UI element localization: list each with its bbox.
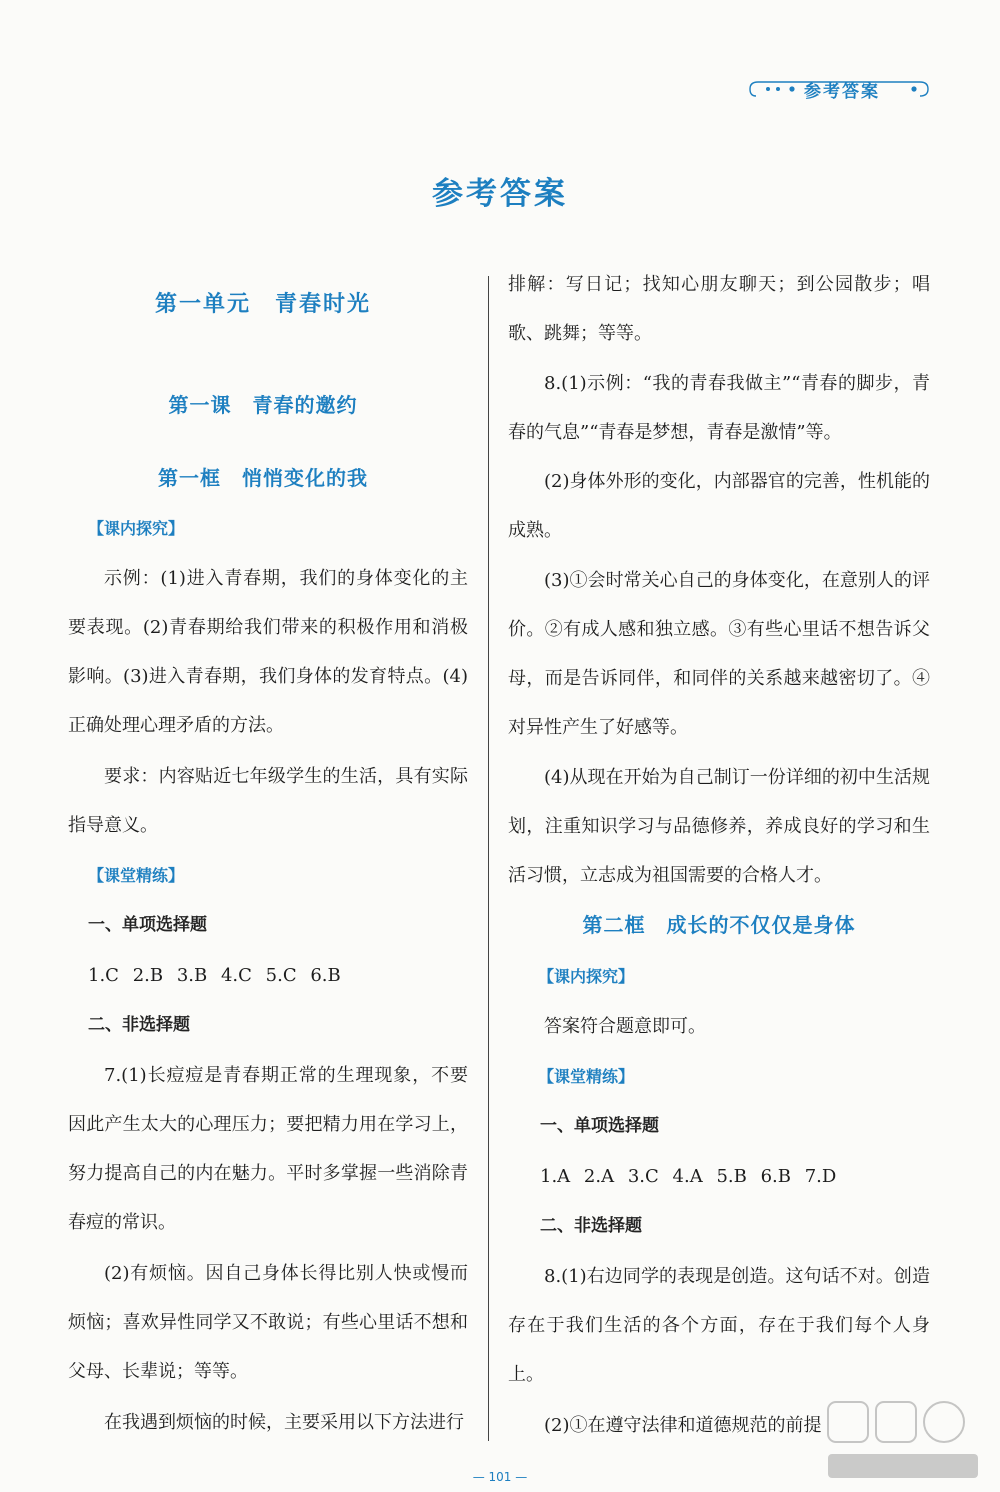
- answer-item: 7.D: [804, 1166, 837, 1187]
- answer-item: 6.B: [760, 1166, 791, 1187]
- paragraph-q8-part4: (4)从现在开始为自己制订一份详细的初中生活规划，注重知识学习与品德修养，养成良好的学习和生活习惯，立志成为祖国需要的合格人才。: [508, 767, 930, 886]
- paragraph-q8-part2: (2)身体外形的变化，内部器官的完善，性机能的成熟。: [508, 471, 930, 541]
- frame-heading-2: 第二框 成长的不仅仅是身体: [582, 913, 856, 937]
- column-divider: [488, 276, 489, 1441]
- paragraph-q8b-part2: (2)①在遵守法律和道德规范的前提: [544, 1415, 822, 1436]
- answer-item: 1.A: [540, 1166, 571, 1187]
- paragraph-q8b-part1: 8.(1)右边同学的表现是创造。这句话不对。创造存在于我们生活的各个方面，存在于我们每个人身上。: [508, 1266, 930, 1385]
- answer-item: 6.B: [310, 965, 341, 986]
- answer-item: 3.B: [176, 965, 208, 986]
- paragraph-requirement: 要求：内容贴近七年级学生的生活，具有实际指导意义。: [68, 766, 468, 836]
- answer-item: 4.C: [220, 965, 252, 986]
- section-tag-practice: 【课堂精练】: [88, 866, 185, 885]
- paragraph-q7-part2: (2)有烦恼。因自己身体长得比别人快或慢而烦恼；喜欢异性同学又不敢说；有些心里话不想和父母、长辈说；等等。: [68, 1263, 468, 1382]
- answer-item: 5.C: [265, 965, 297, 986]
- answer-item: 3.C: [627, 1166, 659, 1187]
- answer-item: 5.B: [716, 1166, 747, 1187]
- paragraph-example: 示例：(1)进入青春期，我们的身体变化的主要表现。(2)青春期给我们带来的积极作用和消极影响。(3)进入青春期，我们身体的发育特点。(4)正确处理心理矛盾的方法。: [68, 568, 468, 736]
- answer-item: 4.A: [672, 1166, 703, 1187]
- unit-heading: 第一单元 青春时光: [154, 292, 371, 317]
- paragraph-continued: 排解：写日记；找知心朋友聊天；到公园散步；唱歌、跳舞；等等。: [508, 274, 930, 344]
- subheading-non-choice: 二、非选择题: [88, 1015, 190, 1035]
- page-title: 参考答案: [432, 176, 568, 212]
- frame-heading: 第一框 悄悄变化的我: [158, 466, 368, 490]
- paragraph-q8-part3: (3)①会时常关心自己的身体变化，在意别人的评价。②有成人感和独立感。③有些心里话不想告诉父母，而是告诉同伴，和同伴的关系越来越密切了。④对异性产生了好感等。: [508, 570, 930, 738]
- header-answer-tag: [748, 74, 930, 104]
- answer-item: 2.B: [132, 965, 164, 986]
- lesson-heading: 第一课 青春的邀约: [168, 393, 358, 417]
- paragraph-q7-part1: 7.(1)长痘痘是青春期正常的生理现象，不要因此产生太大的心理压力；要把精力用在学习上，努力提高自己的内在魅力。平时多掌握一些消除青春痘的常识。: [68, 1065, 468, 1233]
- answer-list: [88, 951, 468, 1000]
- subheading-single-choice-2: 一、单项选择题: [540, 1116, 659, 1136]
- page-number: — 101 —: [472, 1470, 528, 1484]
- paragraph-q7-part3: 在我遇到烦恼的时候，主要采用以下方法进行: [104, 1412, 464, 1433]
- section-tag-explore-2: 【课内探究】: [538, 967, 635, 986]
- paragraph-explore-2: 答案符合题意即可。: [544, 1016, 706, 1037]
- answer-item: 2.A: [583, 1166, 615, 1187]
- answer-item: 1.C: [88, 965, 119, 986]
- answer-list-2: [540, 1152, 930, 1201]
- subheading-single-choice: 一、单项选择题: [88, 915, 207, 935]
- section-tag-explore: 【课内探究】: [88, 519, 185, 538]
- header-tag-label: 参考答案: [804, 82, 880, 102]
- section-tag-practice-2: 【课堂精练】: [538, 1067, 635, 1086]
- subheading-non-choice-2: 二、非选择题: [540, 1216, 642, 1236]
- paragraph-q8-part1: 8.(1)示例：“我的青春我做主”“青春的脚步，青春的气息”“青春是梦想，青春是激情”等。: [508, 373, 930, 443]
